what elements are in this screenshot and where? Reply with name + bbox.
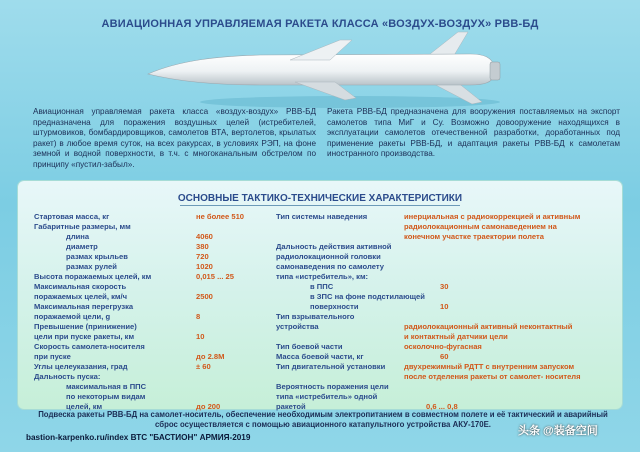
right-spec-label: Вероятность поражения цели: [276, 382, 389, 391]
right-spec-value: инерциальная с радиокоррекцией и активным: [404, 212, 581, 221]
right-spec-label: поверхности: [310, 302, 359, 311]
watermark-text: 头条 @装备空间: [518, 425, 598, 437]
left-spec-label: Максимальная перегрузка: [34, 302, 134, 311]
left-spec-row: [34, 212, 274, 222]
right-spec-row: [276, 212, 616, 222]
right-spec-row: [276, 322, 616, 332]
left-spec-value: 1020: [196, 262, 213, 271]
intro-left-paragraph: Авиационная управляемая ракета класса «воздух-воздух» РВВ-БД предназначена для поражения воздушных целей (истребителей, штурмовиков, бомбардировщиков, самолетов ВТА, вертолетов, крылатых ракет) в любое время суток, на всех ракурсах, в условиях РЭП, на фоне земной и водной поверхности, в т.ч. с многоканальным обстрелом по принципу «пустил-забыл».: [33, 107, 316, 169]
left-spec-value: 380: [196, 242, 209, 251]
left-spec-row: [34, 322, 274, 332]
left-spec-row: [34, 362, 274, 372]
right-spec-value: двухрежимный РДТТ с внутренним запуском: [404, 362, 575, 371]
left-spec-row: [34, 262, 274, 272]
left-spec-value: 0,015 ... 25: [196, 272, 234, 281]
left-spec-value: 2500: [196, 292, 213, 301]
left-spec-label: размах рулей: [66, 262, 117, 271]
right-spec-value: осколочно-фугасная: [404, 342, 482, 351]
intro-right-paragraph: Ракета РВВ-БД предназначена для вооружения поставляемых на экспорт самолетов типа МиГ и Су. Возможно довооружение находящихся в эксплуатации самолетов отечественной разработки, доработанных под применение ракеты РВВ-БД, и адаптация ракеты РВВ-БД к самолетам иностранного производства.: [327, 107, 620, 159]
left-spec-row: [34, 252, 274, 262]
right-spec-value: и контактный датчики цели: [404, 332, 508, 341]
right-spec-value: 30: [440, 282, 449, 291]
left-spec-value: 720: [196, 252, 209, 261]
left-spec-row: [34, 342, 274, 352]
specs-title: ОСНОВНЫЕ ТАКТИКО-ТЕХНИЧЕСКИЕ ХАРАКТЕРИСТИКИ: [177, 193, 463, 204]
right-spec-row: [276, 332, 616, 342]
left-spec-row: [34, 372, 274, 382]
right-spec-value: 0,6 ... 0,8: [426, 402, 458, 411]
right-spec-value: радиолокационный активный неконтактный: [404, 322, 573, 331]
right-spec-row: [276, 382, 616, 392]
right-spec-label: Дальность действия активной: [276, 242, 392, 251]
poster-title: АВИАЦИОННАЯ УПРАВЛЯЕМАЯ РАКЕТА КЛАССА «ВОЗДУХ-ВОЗДУХ» РВВ-БД: [101, 18, 539, 30]
left-spec-label: максимальная в ППС: [66, 382, 147, 391]
right-spec-label: в ЗПС на фоне подстилающей: [310, 292, 425, 301]
left-spec-row: [34, 302, 274, 312]
right-spec-row: [276, 392, 616, 402]
missile-image: [140, 30, 520, 115]
left-spec-row: [34, 282, 274, 292]
left-spec-label: Габаритные размеры, мм: [34, 222, 131, 231]
left-spec-row: [34, 242, 274, 252]
right-spec-row: [276, 262, 616, 272]
right-spec-label: Тип двигательной установки: [276, 362, 386, 371]
left-spec-label: Превышение (принижение): [34, 322, 137, 331]
left-spec-value: ± 60: [196, 362, 211, 371]
right-spec-label: Тип боевой части: [276, 342, 343, 351]
right-spec-row: [276, 362, 616, 372]
right-spec-label: типа «истребитель» одной: [276, 392, 378, 401]
right-spec-row: [276, 292, 616, 302]
left-spec-row: [34, 392, 274, 402]
right-spec-label: в ППС: [310, 282, 334, 291]
watermark: [518, 421, 628, 441]
left-spec-row: [34, 292, 274, 302]
right-spec-row: [276, 372, 616, 382]
left-spec-label: по некоторым видам: [66, 392, 146, 401]
right-spec-row: [276, 312, 616, 322]
right-spec-label: Тип взрывательного: [276, 312, 355, 321]
right-spec-row: [276, 252, 616, 262]
right-spec-value: конечном участке траектории полета: [404, 232, 544, 241]
left-spec-label: Углы целеуказания, град: [34, 362, 128, 371]
right-spec-row: [276, 222, 616, 232]
missile-illustration: [140, 30, 520, 115]
left-spec-label: Максимальная скорость: [34, 282, 127, 291]
right-spec-value: радиолокационным самонаведением на: [404, 222, 557, 231]
right-spec-value: после отделения ракеты от самолет- носителя: [404, 372, 581, 381]
left-spec-label: длина: [66, 232, 90, 241]
left-spec-label: целей, км: [66, 402, 103, 411]
right-spec-label: устройства: [276, 322, 319, 331]
left-spec-row: [34, 272, 274, 282]
right-spec-value: 10: [440, 302, 449, 311]
source-credit: bastion-karpenko.ru/index ВТС "БАСТИОН" АРМИЯ-2019: [26, 433, 251, 442]
left-spec-label: Дальность пуска:: [34, 372, 101, 381]
right-spec-label: самонаведения по самолету: [276, 262, 384, 271]
right-spec-row: [276, 242, 616, 252]
left-spec-row: [34, 312, 274, 322]
left-spec-value: 4060: [196, 232, 213, 241]
right-spec-row: [276, 342, 616, 352]
left-spec-value: не более 510: [196, 212, 245, 221]
right-spec-row: [276, 282, 616, 292]
right-spec-label: Масса боевой части, кг: [276, 352, 364, 361]
specs-title-underline: [180, 205, 460, 206]
left-spec-value: 10: [196, 332, 205, 341]
left-spec-label: диаметр: [66, 242, 98, 251]
left-spec-value: до 2.8М: [196, 352, 225, 361]
right-spec-label: Тип системы наведения: [276, 212, 368, 221]
left-spec-label: размах крыльев: [66, 252, 128, 261]
right-spec-label: ракетой: [276, 402, 306, 411]
right-spec-label: радиолокационной головки: [276, 252, 381, 261]
left-spec-label: цели при пуске ракеты, км: [34, 332, 135, 341]
left-spec-label: поражаемой цели, g: [34, 312, 111, 321]
left-spec-label: Высота поражаемых целей, км: [34, 272, 152, 281]
left-spec-row: [34, 352, 274, 362]
footer-note: Подвеска ракеты РВВ-БД на самолет-носитель, обеспечение необходимым электропитанием в совместном полете и её тактический и аварийный сброс осуществляется с помощью авиационного катапультного устройства АКУ-170Е.: [38, 410, 608, 429]
right-spec-row: [276, 272, 616, 282]
left-spec-label: Стартовая масса, кг: [34, 212, 110, 221]
right-specs-column: [276, 212, 616, 412]
right-spec-label: типа «истребитель», км:: [276, 272, 369, 281]
right-spec-value: 60: [440, 352, 449, 361]
left-spec-row: [34, 332, 274, 342]
left-spec-label: Скорость самолета-носителя: [34, 342, 145, 351]
left-spec-label: при пуске: [34, 352, 71, 361]
left-spec-row: [34, 232, 274, 242]
left-spec-label: поражаемых целей, км/ч: [34, 292, 128, 301]
left-spec-row: [34, 222, 274, 232]
right-spec-row: [276, 302, 616, 312]
left-specs-column: [34, 212, 274, 412]
right-spec-row: [276, 232, 616, 242]
left-spec-value: до 200: [196, 402, 221, 411]
left-spec-row: [34, 382, 274, 392]
left-spec-value: 8: [196, 312, 201, 321]
right-spec-row: [276, 352, 616, 362]
